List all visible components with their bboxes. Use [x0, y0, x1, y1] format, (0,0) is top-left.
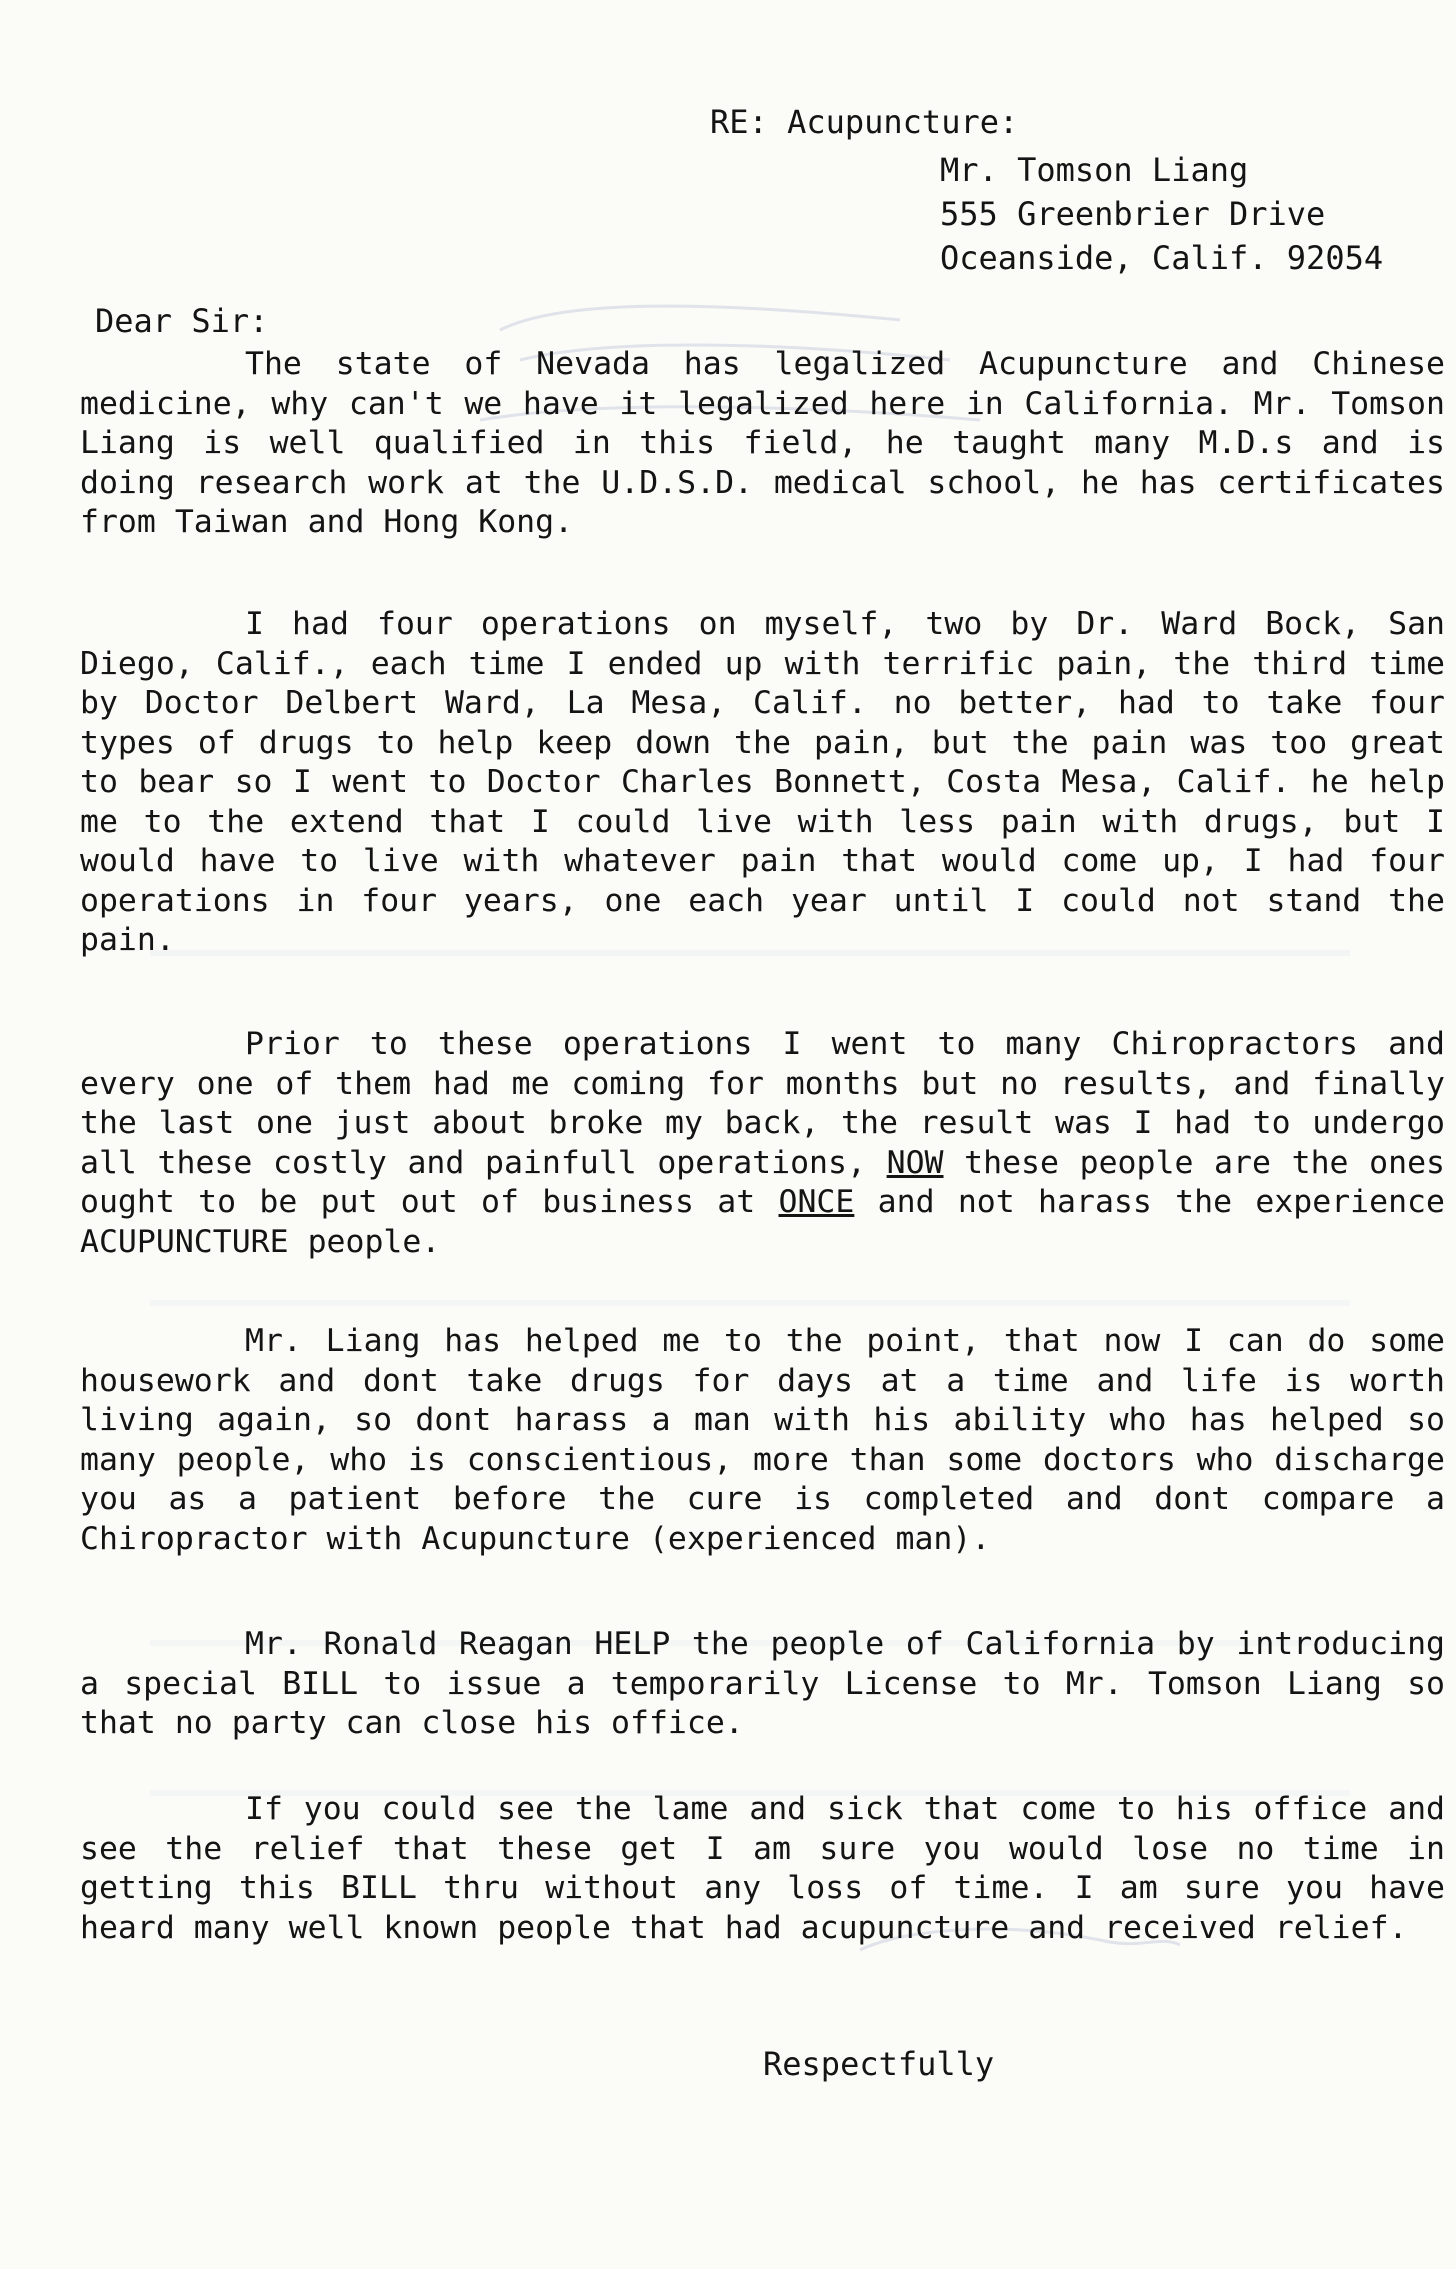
address-block — [940, 148, 1383, 280]
address-name: Mr. Tomson Liang — [940, 151, 1249, 189]
paragraph-chiropractors-part2: these people are the ones ought to be put out of business at — [80, 1144, 1445, 1220]
paragraph-reagan: Mr. Ronald Reagan HELP the people of California by introducing a special BILL to issue a temporarily License to Mr. Tomson Liang so that no party can close his office. — [80, 1626, 1445, 1741]
address-street: 555 Greenbrier Drive — [940, 195, 1326, 233]
paragraph-chiropractors-part1: Prior to these operations I went to many Chiropractors and every one of them had me coming for months but no results, and finally the last one just about broke my back, the result was I had to undergo all these costly and painfull operations, — [80, 1026, 1445, 1181]
paragraph-chiropractors — [80, 1025, 1445, 1262]
paragraph-nevada: The state of Nevada has legalized Acupuncture and Chinese medicine, why can't we have it legalized here in California. Mr. Tomson Liang is well qualified in this field, he taught many M.D.s and is doing research work at the U.D.S.D. medical school, he has certificates from Taiwan and Hong Kong. — [80, 346, 1445, 540]
paragraph-mr-liang: Mr. Liang has helped me to the point, that now I can do some housework and dont take drugs for days at a time and life is worth living again, so dont harass a man with his ability who has helped so many people, who is conscientious, more than some doctors who discharge you as a patient before the cure is completed and dont compare a Chiropractor with Acupuncture (experienced man). — [80, 1323, 1445, 1557]
closing: Respectfully — [763, 2045, 995, 2083]
salutation: Dear Sir: — [95, 302, 269, 340]
paragraph-chiropractors-part3: and not harass the experience ACUPUNCTURE people. — [80, 1184, 1445, 1260]
re-line: RE: Acupuncture: — [710, 103, 1019, 141]
paragraph-operations: I had four operations on myself, two by Dr. Ward Bock, San Diego, Calif., each time I ended up with terrific pain, the third time by Doctor Delbert Ward, La Mesa, Calif. no better, had to take four types of drugs to help keep down the pain, but the pain was too great to bear so I went to Doctor Charles Bonnett, Costa Mesa, Calif. he help me to the extend that I could live with less pain with drugs, but I would have to live with whatever pain that would come up, I had four operations in four years, one each year until I could not stand the pain. — [80, 606, 1445, 958]
emphasis-now: NOW — [886, 1144, 944, 1181]
paragraph-relief: If you could see the lame and sick that come to his office and see the relief that these get I am sure you would lose no time in getting this BILL thru without any loss of time. I am sure you have heard many well known people that had acupuncture and received relief. — [80, 1791, 1445, 1946]
emphasis-once: ONCE — [778, 1184, 855, 1220]
address-city: Oceanside, Calif. 92054 — [940, 239, 1384, 277]
